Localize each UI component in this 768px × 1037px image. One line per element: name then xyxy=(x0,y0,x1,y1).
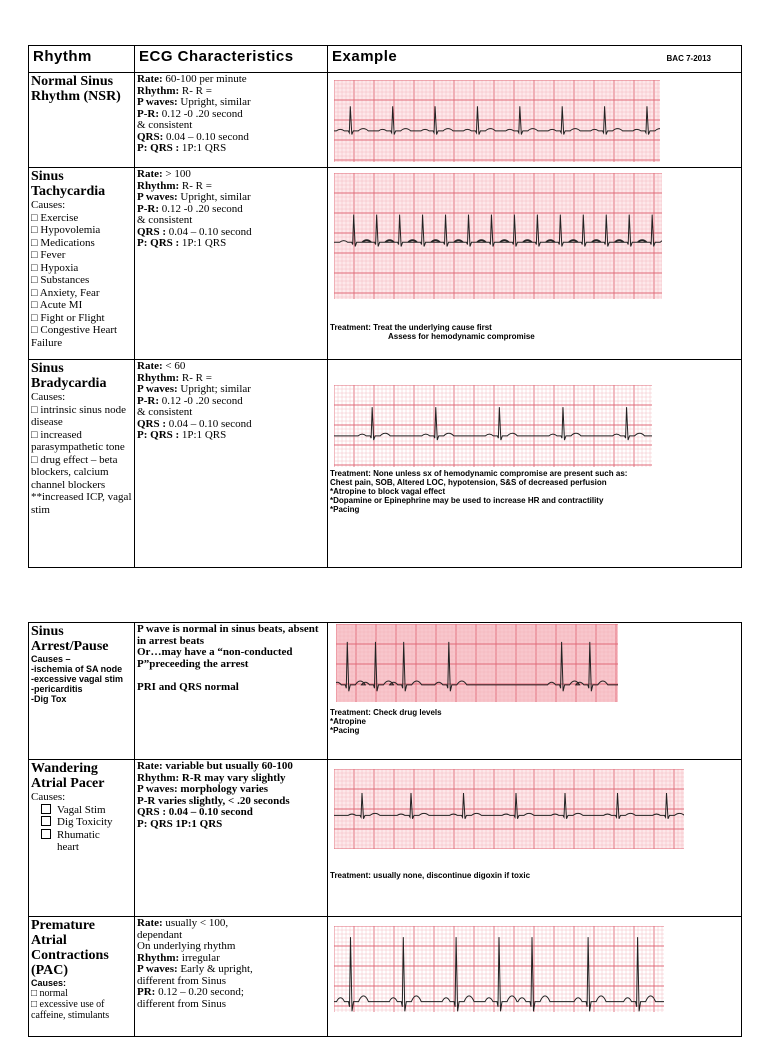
characteristic-line: dependant xyxy=(137,928,183,941)
characteristic-line: P-R: 0.12 -0 .20 second xyxy=(137,107,243,120)
characteristic-line: QRS : 0.04 – 0.10 second xyxy=(137,417,252,430)
characteristic-line: P-R: 0.12 -0 .20 second xyxy=(137,394,243,407)
causes-list xyxy=(31,212,132,350)
causes-list xyxy=(31,804,132,854)
list-item: □ Substances xyxy=(31,274,90,286)
header-ref: BAC 7-2013 xyxy=(666,54,711,63)
ecg-strip-arrest xyxy=(336,624,618,702)
table-header-row xyxy=(29,46,742,73)
header-ecg: ECG Characteristics xyxy=(135,46,328,73)
list-item: □ drug effect – beta blockers, calcium channel blockers xyxy=(31,453,118,491)
list-item: □ Acute MI xyxy=(31,299,83,311)
characteristic-line: Rhythm: irregular xyxy=(137,951,220,964)
list-item: □ excessive use of caffeine, stimulants xyxy=(31,999,110,1021)
causes-label: Causes: xyxy=(31,391,66,403)
ecg-characteristics xyxy=(137,918,325,1010)
characteristic-line: Rate: variable but usually 60-100 xyxy=(137,760,293,772)
characteristic-line: P: QRS : 1P:1 QRS xyxy=(137,237,227,249)
ecg-characteristics xyxy=(137,74,325,155)
row-sinus-bradycardia xyxy=(29,360,742,568)
characteristic-line: QRS: 0.04 – 0.10 second xyxy=(137,130,249,143)
ecg-characteristics xyxy=(137,624,325,693)
rhythm-name: Wandering Atrial Pacer xyxy=(31,761,105,791)
row-sinus-arrest xyxy=(29,623,742,760)
characteristic-line: P: QRS : 1P:1 QRS xyxy=(137,429,227,441)
list-item: Causes – xyxy=(31,654,71,664)
rhythm-name: Normal Sinus Rhythm (NSR) xyxy=(31,74,121,104)
list-item: Rhumatic heart xyxy=(31,829,132,854)
list-item: *Atropine to block vagal effect xyxy=(330,487,446,496)
ecg-strip-brady xyxy=(334,385,652,467)
characteristic-line: On underlying rhythm xyxy=(137,940,236,952)
ecg-characteristics xyxy=(137,361,325,442)
characteristic-line: & consistent xyxy=(137,406,193,418)
list-item: PRI and QRS normal xyxy=(137,680,239,693)
ecg-table-2 xyxy=(28,622,742,1037)
characteristic-line: P waves: morphology varies xyxy=(137,783,269,795)
list-item: -Dig Tox xyxy=(31,694,67,704)
characteristic-line: Rhythm: R- R = xyxy=(137,84,212,97)
causes-list xyxy=(31,988,132,1021)
characteristic-line: QRS : 0.04 – 0.10 second xyxy=(137,806,253,818)
characteristic-line: P waves: Early & upright, xyxy=(137,963,253,975)
causes-label: Causes: xyxy=(31,791,66,803)
characteristic-line: Rate: 60-100 per minute xyxy=(137,73,247,85)
list-item: □ Hypovolemia xyxy=(31,224,101,236)
characteristic-line: P: QRS 1P:1 QRS xyxy=(137,817,223,830)
list-item: Chest pain, SOB, Altered LOC, hypotension, S&S of decreased perfusion xyxy=(330,478,607,487)
list-item: -ischemia of SA node xyxy=(31,664,123,674)
characteristic-line: Rate: usually < 100, xyxy=(137,917,229,929)
list-item: *Atropine xyxy=(330,717,366,726)
characteristic-line: P waves: Upright, similar xyxy=(137,191,251,203)
ecg-characteristics xyxy=(137,761,325,830)
list-item xyxy=(137,670,325,682)
treatment-text xyxy=(330,871,739,880)
strip-background xyxy=(334,80,660,162)
characteristic-line: Rate: < 60 xyxy=(137,360,186,372)
list-item: □ Fight or Flight xyxy=(31,311,105,324)
list-item: Dig Toxicity xyxy=(31,816,132,829)
causes-label: Causes: xyxy=(31,199,66,211)
characteristic-line: P: QRS : 1P:1 QRS xyxy=(137,142,227,154)
list-item: □ Exercise xyxy=(31,211,79,224)
row-pac xyxy=(29,917,742,1037)
list-item: *Pacing xyxy=(330,505,360,514)
characteristic-line: & consistent xyxy=(137,119,193,131)
characteristic-line: Rhythm: R-R may vary slightly xyxy=(137,771,286,784)
list-item: □ increased parasympathetic tone xyxy=(31,428,125,453)
list-item: P wave is normal in sinus beats, absent in arrest beats xyxy=(137,623,319,647)
list-item: Vagal Stim xyxy=(31,804,132,817)
list-item: □ Hypoxia xyxy=(31,261,79,274)
list-item: **increased ICP, vagal stim xyxy=(31,491,132,516)
characteristic-line: Rhythm: R- R = xyxy=(137,179,212,192)
treatment-text xyxy=(330,708,739,735)
treatment-line: Assess for hemodynamic compromise xyxy=(388,332,535,341)
list-item: □ normal xyxy=(31,988,68,999)
list-item: Treatment: Check drug levels xyxy=(330,708,442,717)
characteristic-line: Rhythm: R- R = xyxy=(137,371,212,384)
rhythm-name: Sinus Arrest/Pause xyxy=(31,624,109,654)
characteristic-line: different from Sinus xyxy=(137,974,227,987)
list-item: *Pacing xyxy=(330,726,360,735)
characteristic-line: QRS : 0.04 – 0.10 second xyxy=(137,225,252,238)
header-example-label: Example xyxy=(332,48,398,65)
header-rhythm: Rhythm xyxy=(29,46,135,73)
ecg-strip-wap xyxy=(334,769,684,849)
list-item: □ Congestive Heart Failure xyxy=(31,324,118,349)
characteristic-line: Rate: > 100 xyxy=(137,168,191,180)
characteristic-line: P waves: Upright, similar xyxy=(137,96,251,108)
list-item: -excessive vagal stim xyxy=(31,674,124,684)
list-item: Or…may have a “non-conducted P”preceeding the arrest xyxy=(137,646,293,670)
rhythm-name: Premature Atrial Contractions (PAC) xyxy=(31,918,109,978)
list-item: □ Medications xyxy=(31,236,95,249)
strip-background xyxy=(334,385,652,467)
ecg-strip-pac xyxy=(334,926,664,1012)
causes-label: Causes: xyxy=(31,978,67,988)
treatment-text xyxy=(330,469,739,514)
checkbox-icon xyxy=(41,804,51,814)
ecg-table-1 xyxy=(28,45,742,568)
characteristic-line: P-R: 0.12 -0 .20 second xyxy=(137,202,243,215)
treatment-line: Treatment: Treat the underlying cause first xyxy=(330,323,492,332)
list-item: □ intrinsic sinus node disease xyxy=(31,403,126,428)
characteristic-line: P waves: Upright; similar xyxy=(137,383,251,395)
list-item: -pericarditis xyxy=(31,684,83,694)
list-item: Treatment: usually none, discontinue digoxin if toxic xyxy=(330,871,531,880)
list-item: □ Anxiety, Fear xyxy=(31,286,100,299)
list-item: Treatment: None unless sx of hemodynamic compromise are present such as: xyxy=(330,469,628,478)
ecg-characteristics xyxy=(137,169,325,250)
characteristic-line: & consistent xyxy=(137,214,193,226)
characteristic-line: P-R varies slightly, < .20 seconds xyxy=(137,794,290,807)
row-nsr xyxy=(29,73,742,168)
causes-list xyxy=(31,404,132,517)
ecg-strip-nsr xyxy=(334,80,660,162)
characteristic-line: PR: 0.12 – 0.20 second; xyxy=(137,986,244,998)
characteristic-line: different from Sinus xyxy=(137,997,227,1010)
rhythm-name: Sinus Tachycardia xyxy=(31,169,106,199)
treatment-text xyxy=(330,323,739,341)
checkbox-icon xyxy=(41,816,51,826)
list-item: *Dopamine or Epinephrine may be used to increase HR and contractility xyxy=(330,496,604,505)
rhythm-name: Sinus Bradycardia xyxy=(31,361,107,391)
row-wandering-atrial-pacer xyxy=(29,760,742,917)
header-example xyxy=(328,46,742,73)
list-item: □ Fever xyxy=(31,249,66,261)
causes-list xyxy=(31,654,132,704)
row-sinus-tachycardia xyxy=(29,168,742,360)
checkbox-icon xyxy=(41,829,51,839)
ecg-strip-tachy xyxy=(334,173,662,299)
